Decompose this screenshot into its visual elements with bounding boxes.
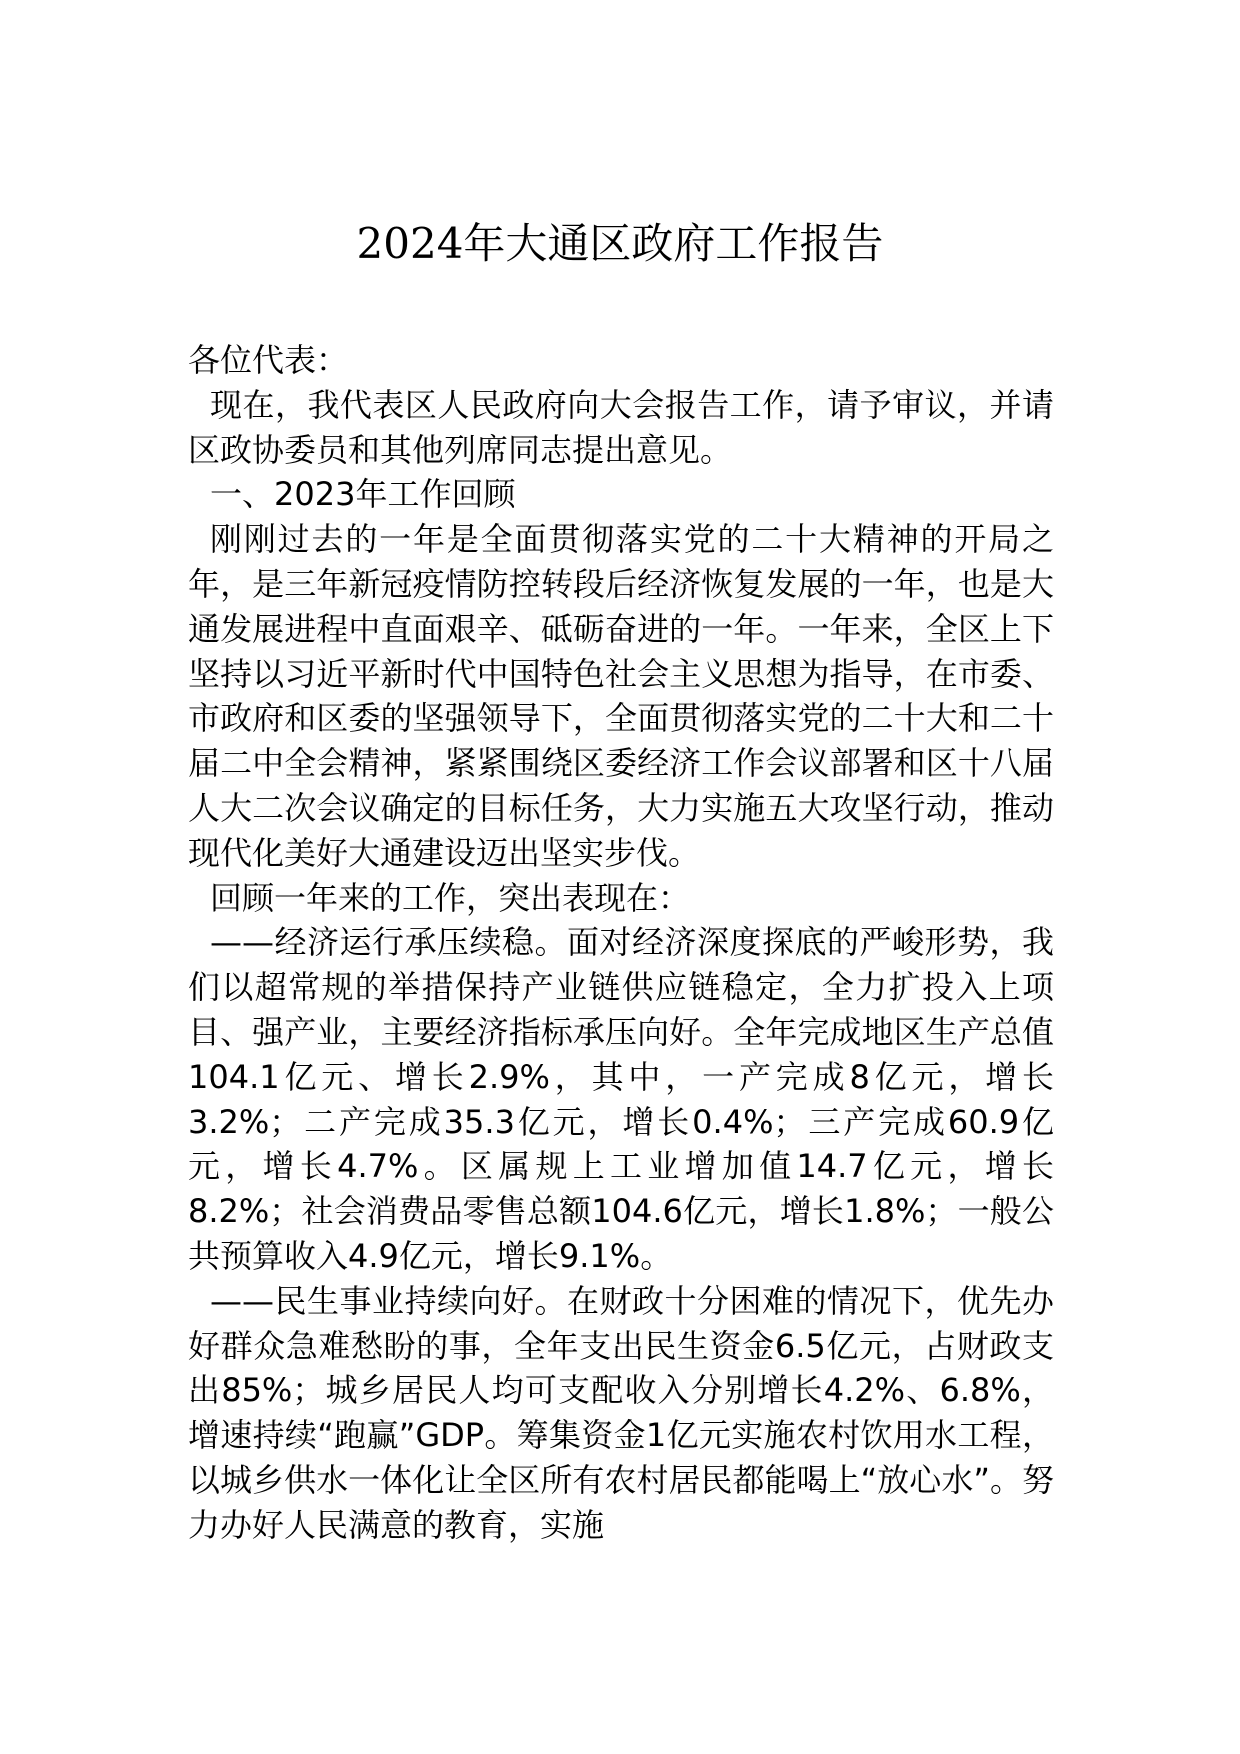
section-heading: 一、2023年工作回顾: [210, 475, 516, 514]
review-paragraph: 刚刚过去的一年是全面贯彻落实党的二十大精神的开局之年，是三年新冠疫情防控转段后经济恢复发展的一年，也是大通发展进程中直面艰辛、砥砺奋进的一年。一年来，全区上下坚持以习近平新时代中国特色社会主义思想为指导，在市委、市政府和区委的坚强领导下，全面贯彻落实党的二十大和二十届二中全会精神，紧紧围绕区委经济工作会议部署和区十八届人大二次会议确定的目标任务，大力实施五大攻坚行动，推动现代化美好大通建设迈出坚实步伐。: [188, 520, 1054, 872]
highlights-intro-paragraph: 回顾一年来的工作，突出表现在：: [210, 878, 691, 917]
document-title: 2024年大通区政府工作报告: [356, 219, 884, 268]
salutation-paragraph: 各位代表：: [188, 341, 349, 379]
document-body: [188, 338, 1054, 1548]
economy-paragraph: ——经济运行承压续稳。面对经济深度探底的严峻形势，我们以超常规的举措保持产业链供应链稳定，全力扩投入上项目、强产业，主要经济指标承压向好。全年完成地区生产总值104.1亿元、增长2.9%，其中，一产完成8亿元，增长3.2%；二产完成35.3亿元，增长0.4%；三产完成60.9亿元，增长4.7%。区属规上工业增加值14.7亿元，增长8.2%；社会消费品零售总额104.6亿元，增长1.8%；一般公共预算收入4.9亿元，增长9.1%。: [188, 923, 1054, 1275]
opening-paragraph: 现在，我代表区人民政府向大会报告工作，请予审议，并请区政协委员和其他列席同志提出意见。: [188, 385, 1054, 469]
livelihood-paragraph: ——民生事业持续向好。在财政十分困难的情况下，优先办好群众急难愁盼的事，全年支出民生资金6.5亿元，占财政支出85%；城乡居民人均可支配收入分别增长4.2%、6.8%，增速持续“跑赢”GDP。筹集资金1亿元实施农村饮用水工程，以城乡供水一体化让全区所有农村居民都能喝上“放心水”。努力办好人民满意的教育，实施: [188, 1281, 1054, 1544]
